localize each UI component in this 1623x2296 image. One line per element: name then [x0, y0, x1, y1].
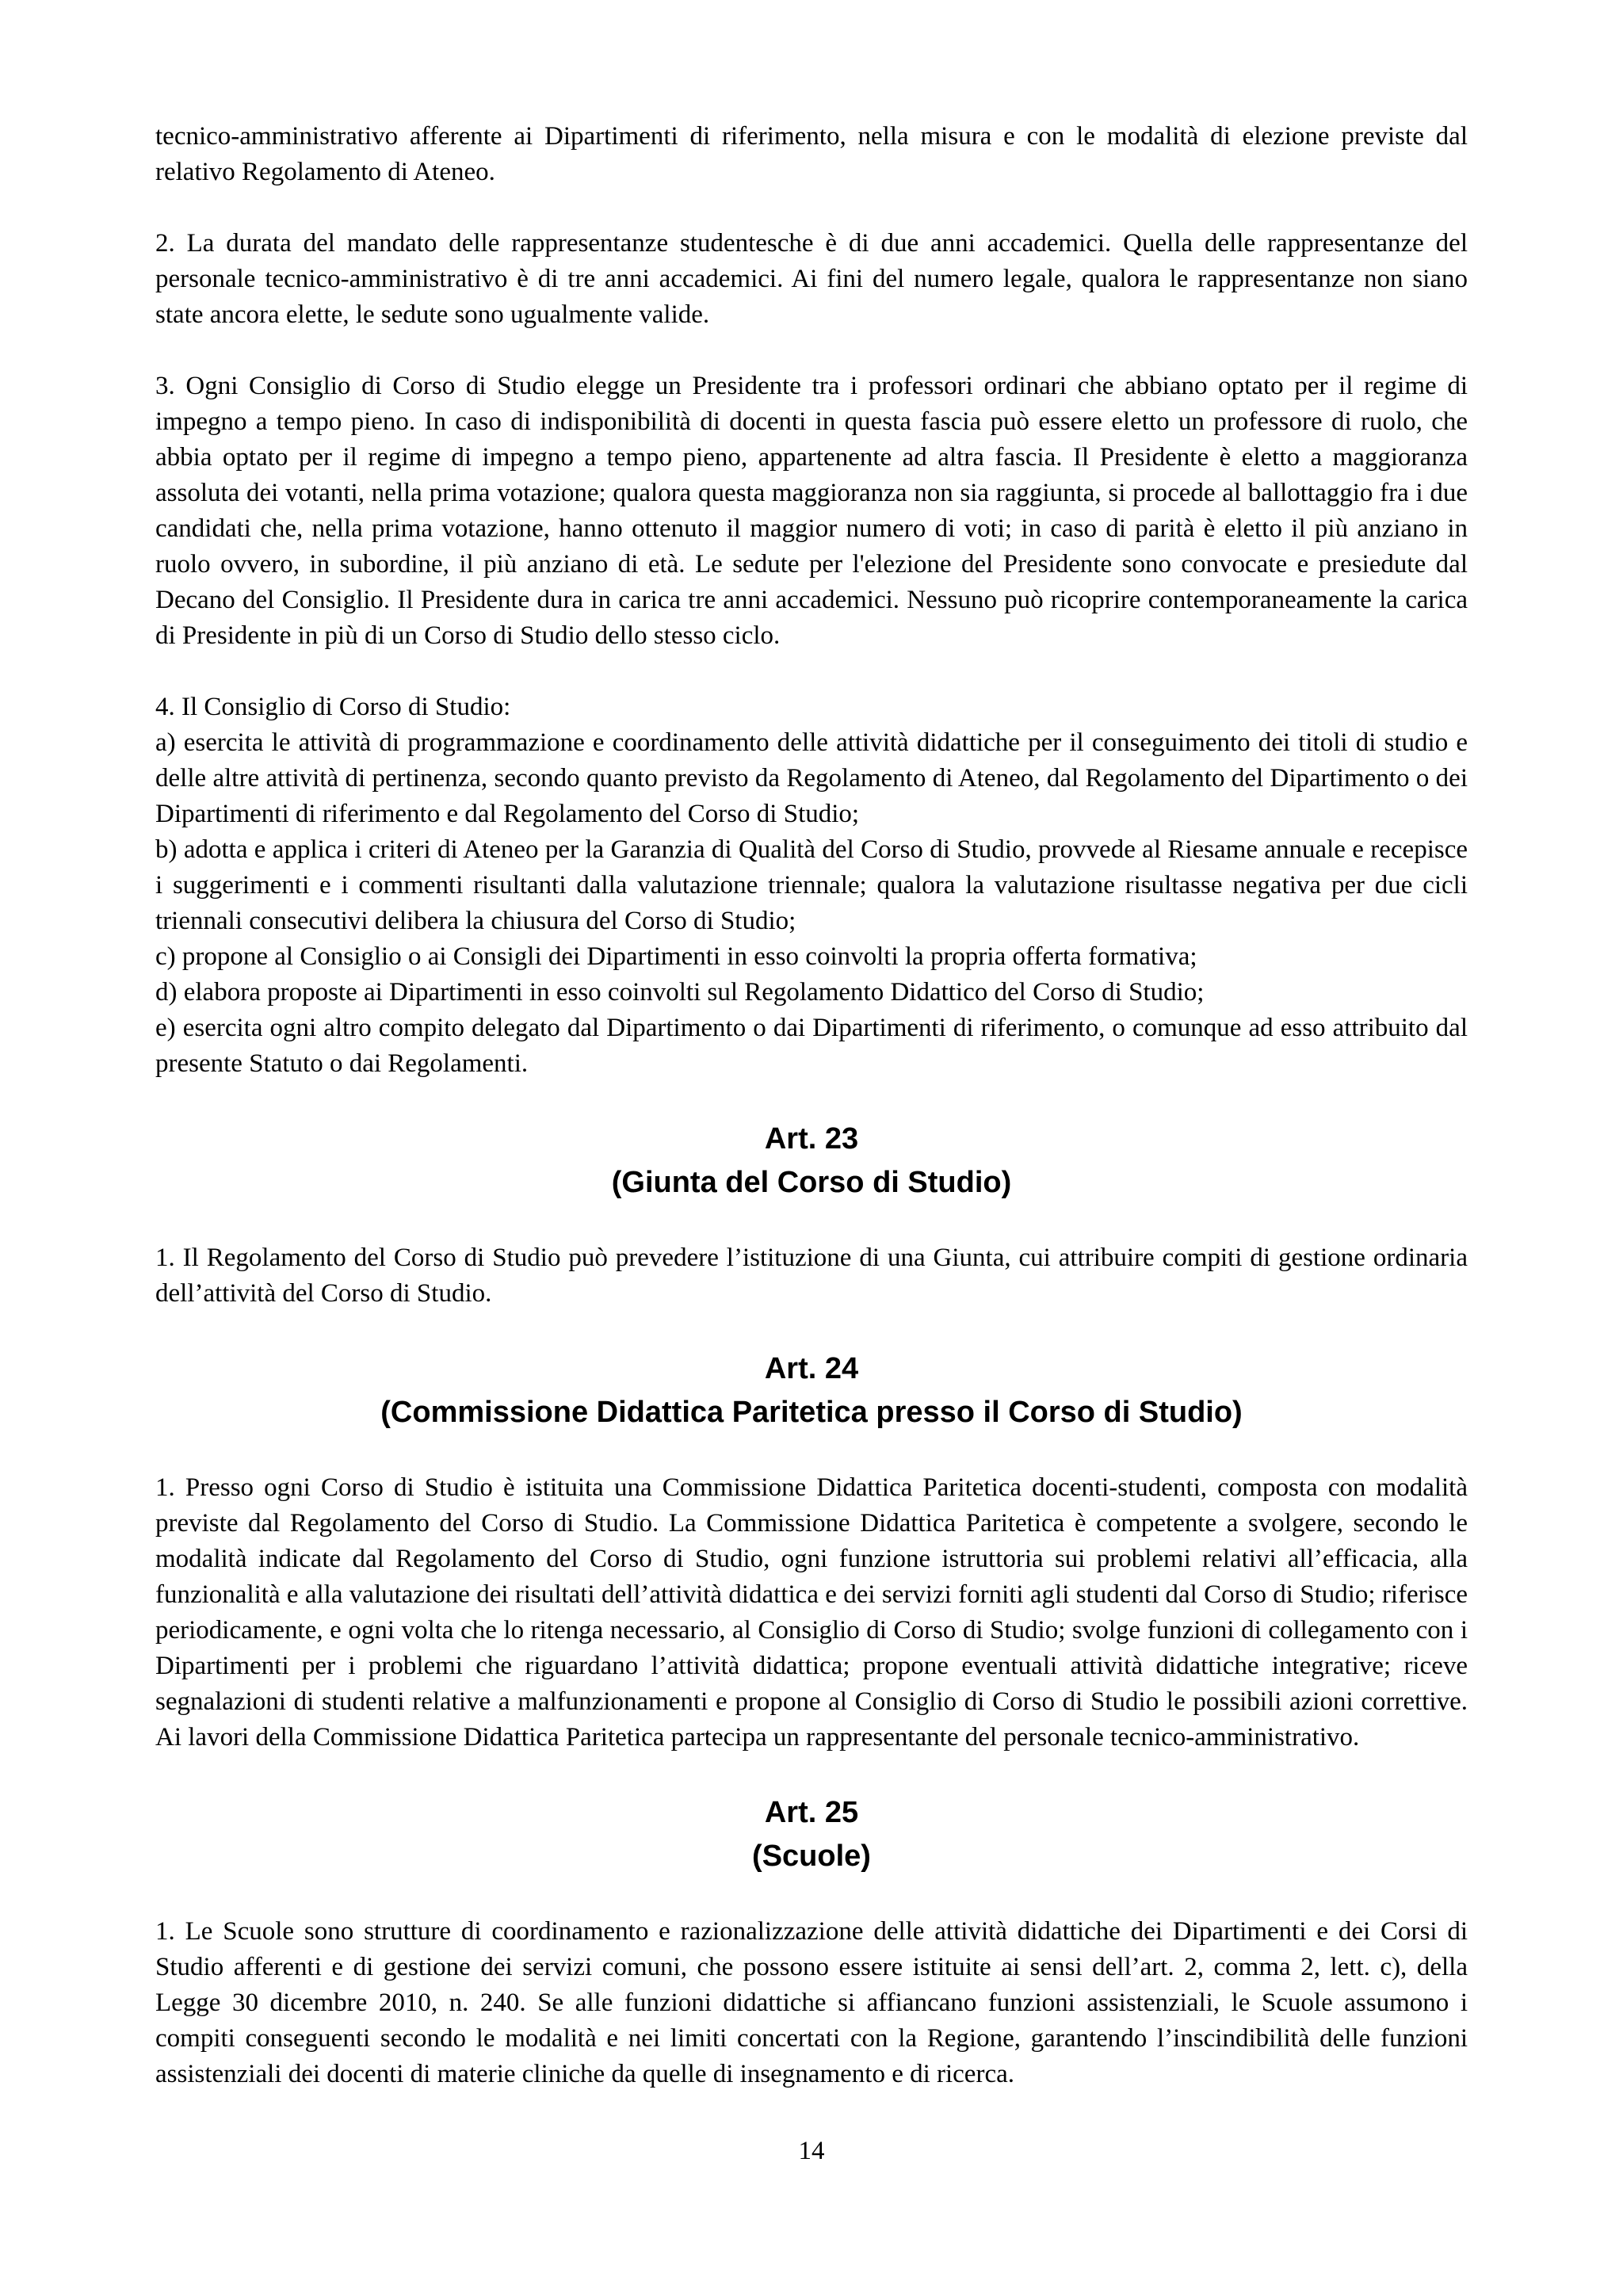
article-title: (Giunta del Corso di Studio): [611, 1166, 1012, 1199]
article-number: Art. 23: [764, 1122, 859, 1156]
list-item: d) elabora proposte ai Dipartimenti in esso coinvolti sul Regolamento Didattico del Corso di Studio;: [155, 978, 1205, 1007]
article-25-text: 1. Le Scuole sono strutture di coordinamento e razionalizzazione delle attività didattiche dei Dipartimenti e dei Corsi di Studio afferenti e di gestione dei servizi comuni, che possono essere istituite ai sensi dell’art. 2, comma 2, lett. c), della Legge 30 dicembre 2010, n. 240. Se alle funzioni didattiche si affiancano funzioni assistenziali, le Scuole assumono i compiti conseguenti secondo le modalità e nei limiti concertati con la Regione, garantendo l’inscindibilità delle funzioni assistenziali dei docenti di materie cliniche da quelle di insegnamento e di ricerca.: [155, 1917, 1468, 2088]
paragraph-continuation: tecnico-amministrativo afferente ai Dipartimenti di riferimento, nella misura e con le modalità di elezione previste dal relativo Regolamento di Ateneo.: [155, 122, 1468, 186]
article-heading-25: [155, 1791, 1468, 1878]
article-24-text: 1. Presso ogni Corso di Studio è istituita una Commissione Didattica Paritetica docenti-studenti, composta con modalità previste dal Regolamento del Corso di Studio. La Commissione Didattica Paritetica è competente a svolgere, secondo le modalità indicate dal Regolamento del Corso di Studio, ogni funzione istruttoria sui problemi relativi all’efficacia, alla funzionalità e alla valutazione dei risultati dell’attività didattica e dei servizi forniti agli studenti dal Corso di Studio; riferisce periodicamente, e ogni volta che lo ritenga necessario, al Consiglio di Corso di Studio; svolge funzioni di collegamento con i Dipartimenti per i problemi che riguardano l’attività didattica; propone eventuali attività didattiche integrative; riceve segnalazioni di studenti relative a malfunzionamenti e propone al Consiglio di Corso di Studio le possibili azioni correttive. Ai lavori della Commissione Didattica Paritetica partecipa un rappresentante del personale tecnico-amministrativo.: [155, 1473, 1468, 1752]
article-number: Art. 24: [764, 1352, 859, 1385]
article-23-text: 1. Il Regolamento del Corso di Studio può prevedere l’istituzione di una Giunta, cui attribuire compiti di gestione ordinaria dell’attività del Corso di Studio.: [155, 1244, 1468, 1308]
page-content: [155, 119, 1468, 2092]
list-item: a) esercita le attività di programmazione e coordinamento delle attività didattiche per il conseguimento dei titoli di studio e delle altre attività di pertinenza, secondo quanto previsto da Regolamento di Ateneo, dal Regolamento del Dipartimento o dei Dipartimenti di riferimento e dal Regolamento del Corso di Studio;: [155, 728, 1468, 828]
article-number: Art. 25: [764, 1796, 859, 1829]
article-heading-24: [155, 1347, 1468, 1435]
article-heading-23: [155, 1117, 1468, 1205]
list-item: c) propone al Consiglio o ai Consigli dei Dipartimenti in esso coinvolti la propria offerta formativa;: [155, 942, 1197, 971]
paragraph-3-president-election: 3. Ogni Consiglio di Corso di Studio elegge un Presidente tra i professori ordinari che abbiano optato per il regime di impegno a tempo pieno. In caso di indisponibilità di docenti in questa fascia può essere eletto un professore di ruolo, che abbia optato per il regime di impegno a tempo pieno, appartenente ad altra fascia. Il Presidente è eletto a maggioranza assoluta dei votanti, nella prima votazione; qualora questa maggioranza non sia raggiunta, si procede al ballottaggio fra i due candidati che, nella prima votazione, hanno ottenuto il maggior numero di voti; in caso di parità è eletto il più anziano in ruolo ovvero, in subordine, il più anziano di età. Le sedute per l'elezione del Presidente sono convocate e presiedute dal Decano del Consiglio. Il Presidente dura in carica tre anni accademici. Nessuno può ricoprire contemporaneamente la carica di Presidente in più di un Corso di Studio dello stesso ciclo.: [155, 372, 1468, 650]
article-title: (Scuole): [752, 1839, 871, 1873]
council-duties-list: [155, 690, 1468, 1082]
list-intro: 4. Il Consiglio di Corso di Studio:: [155, 693, 511, 721]
page-number: 14: [798, 2137, 825, 2165]
paragraph-2-mandate-duration: 2. La durata del mandato delle rappresentanze studentesche è di due anni accademici. Quella delle rappresentanze del personale tecnico-amministrativo è di tre anni accademici. Ai fini del numero legale, qualora le rappresentanze non siano state ancora elette, le sedute sono ugualmente valide.: [155, 229, 1468, 329]
list-item: e) esercita ogni altro compito delegato dal Dipartimento o dai Dipartimenti di riferimento, o comunque ad esso attribuito dal presente Statuto o dai Regolamenti.: [155, 1014, 1468, 1078]
article-title: (Commissione Didattica Paritetica presso il Corso di Studio): [380, 1396, 1243, 1429]
list-item: b) adotta e applica i criteri di Ateneo per la Garanzia di Qualità del Corso di Studio, provvede al Riesame annuale e recepisce i suggerimenti e i commenti risultanti dalla valutazione triennale; qualora la valutazione risultasse negativa per due cicli triennali consecutivi delibera la chiusura del Corso di Studio;: [155, 835, 1468, 935]
